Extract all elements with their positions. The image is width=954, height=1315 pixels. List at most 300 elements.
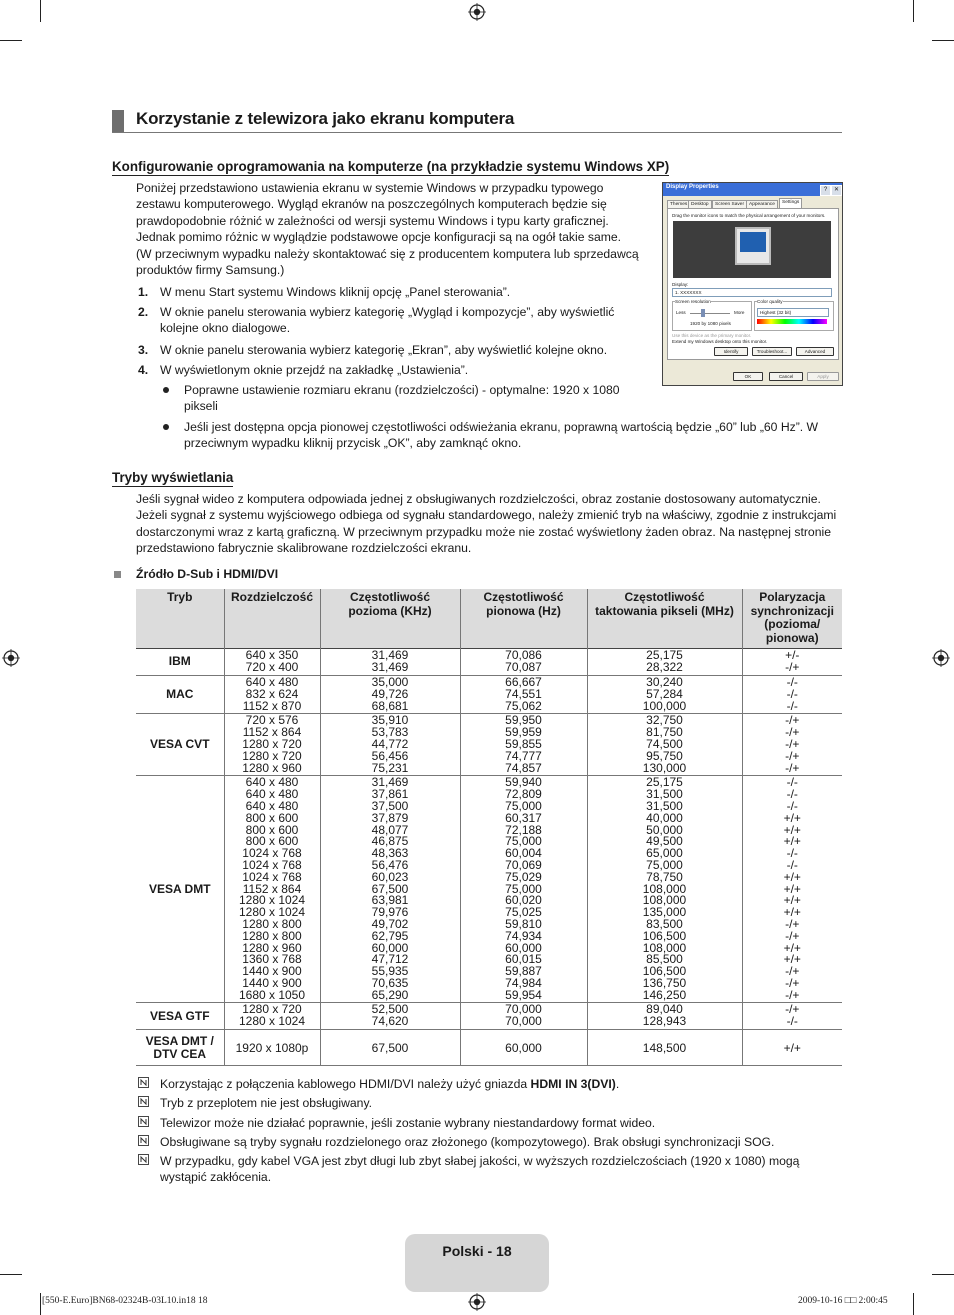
crop-mark xyxy=(0,40,22,41)
cell-text: 1440 x 900 xyxy=(242,975,302,990)
value-cell xyxy=(320,1030,460,1066)
intro-line: zestawu komputerowego. Wygląd ekranów na poszczególnych komputerach będzie się xyxy=(136,197,607,212)
cell-text: VESA DMT xyxy=(148,881,211,896)
intro-line: Poniżej przedstawiono ustawienia ekranu w systemie Windows w przypadku typowego xyxy=(136,181,604,195)
cell-text: 74,777 xyxy=(505,748,542,763)
cell-text: 59,940 xyxy=(505,775,542,790)
step-text: W oknie panelu sterowania wybierz kategorię „Ekran”, aby wyświetlić kolejne okno. xyxy=(160,343,608,357)
cell-text: 79,976 xyxy=(371,905,409,920)
cell-text: 75,029 xyxy=(505,869,542,884)
window-titlebar xyxy=(663,183,842,196)
cell-text: -/+ xyxy=(785,928,800,943)
cell-text: 800 x 600 xyxy=(245,834,299,849)
resolution-group xyxy=(672,301,752,331)
cell-text: 148,500 xyxy=(642,1040,687,1055)
cell-text: VESA DMT / xyxy=(145,1034,214,1049)
monitor-hint: Drag the monitor icons to match the physical arrangement of your monitors. xyxy=(672,213,826,218)
note-text: Telewizor może nie działać poprawnie, jeśli zostanie wybrany niestandardowy format wideo. xyxy=(160,1116,656,1130)
value-cell xyxy=(587,1030,742,1066)
source-label: Źródło D-Sub i HDMI/DVI xyxy=(136,567,279,581)
cell-text: IBM xyxy=(168,654,191,669)
cell-text: 1280 x 720 xyxy=(242,1002,302,1017)
tab-screen-saver: Screen Saver xyxy=(712,200,747,209)
cell-text: VESA GTF xyxy=(149,1008,210,1023)
cell-text: 49,702 xyxy=(371,916,409,931)
cell-text: 52,500 xyxy=(371,1002,409,1017)
cell-text: 70,069 xyxy=(505,857,542,872)
value-cell xyxy=(320,714,460,776)
cell-text: 1280 x 960 xyxy=(242,760,302,775)
color-select: Highest (32 bit) xyxy=(757,308,829,317)
header-text: Polaryzacja xyxy=(759,590,826,604)
cell-text: -/+ xyxy=(785,987,800,1002)
intro-line: (W przeciwnym wypadku należy skontaktować się z producentem komputera lub sprzedawcą xyxy=(136,246,639,261)
cell-text: -/+ xyxy=(785,975,800,990)
value-cell xyxy=(224,1030,320,1066)
monitor-preview xyxy=(673,221,831,278)
cell-text: 1360 x 768 xyxy=(242,952,302,967)
cell-text: 70,000 xyxy=(505,1002,542,1017)
cell-text: +/+ xyxy=(783,893,801,908)
value-cell xyxy=(460,1030,587,1066)
value-cell xyxy=(742,1003,842,1030)
bullet-text: pikseli xyxy=(184,399,218,414)
cell-text: 95,750 xyxy=(646,748,683,763)
cell-text: 49,500 xyxy=(646,834,683,849)
cell-text: 1152 x 864 xyxy=(242,881,302,896)
mode-cell xyxy=(136,776,224,1003)
value-cell xyxy=(742,776,842,1003)
slider-more: More xyxy=(734,310,745,315)
cell-text: 28,322 xyxy=(646,660,683,675)
cell-text: 40,000 xyxy=(646,810,683,825)
cell-text: 57,284 xyxy=(646,686,683,701)
cell-text: 59,887 xyxy=(505,964,542,979)
registration-mark-icon xyxy=(2,649,20,667)
cell-text: +/+ xyxy=(783,834,801,849)
window-title: Display Properties xyxy=(666,184,719,190)
cell-text: 75,000 xyxy=(505,798,542,813)
cell-text: 800 x 600 xyxy=(245,810,299,825)
cell-text: +/- xyxy=(785,648,800,663)
cell-text: 1152 x 870 xyxy=(242,698,302,713)
table-row xyxy=(136,649,842,676)
cell-text: 1024 x 768 xyxy=(242,857,302,872)
cell-text: 48,363 xyxy=(371,846,409,861)
cell-text: 65,290 xyxy=(371,987,409,1002)
cell-text: 59,855 xyxy=(505,736,542,751)
cell-text: 832 x 624 xyxy=(245,686,299,701)
section-heading xyxy=(112,108,842,133)
cell-text: -/+ xyxy=(785,1002,800,1017)
value-cell xyxy=(320,675,460,713)
cell-text: -/+ xyxy=(785,748,800,763)
value-cell xyxy=(320,1003,460,1030)
mode-cell xyxy=(136,675,224,713)
primary-monitor-checkbox: Use this device as the primary monitor. xyxy=(672,333,752,338)
cell-text: 60,015 xyxy=(505,952,542,967)
cell-text: 55,935 xyxy=(371,964,409,979)
cell-text: 63,981 xyxy=(371,893,409,908)
cell-text: 146,250 xyxy=(642,987,687,1002)
value-cell xyxy=(460,776,587,1003)
cell-text: 1440 x 900 xyxy=(242,964,302,979)
cell-text: 70,000 xyxy=(505,1014,542,1029)
cell-text: 60,004 xyxy=(505,846,542,861)
cell-text: 74,620 xyxy=(371,1014,409,1029)
note-icon xyxy=(138,1096,149,1107)
troubleshoot-button: Troubleshoot... xyxy=(752,347,792,356)
step-text: W menu Start systemu Windows kliknij opcję „Panel sterowania”. xyxy=(160,285,511,299)
step-number: 1. xyxy=(138,285,149,299)
tab-settings: Settings xyxy=(779,198,802,209)
resolution-slider xyxy=(690,313,730,314)
header-pixel-clock xyxy=(587,589,742,649)
table-row xyxy=(136,675,842,713)
display-properties-screenshot xyxy=(662,182,843,386)
mode-cell xyxy=(136,1030,224,1066)
value-cell xyxy=(587,675,742,713)
note-jack-name: HDMI IN 3(DVI) xyxy=(530,1077,616,1091)
cell-text: 65,000 xyxy=(646,846,683,861)
slider-less: Less xyxy=(676,310,686,315)
header-resolution xyxy=(224,589,320,649)
header-text: Częstotliwość xyxy=(624,590,705,604)
cell-text: 30,240 xyxy=(646,674,683,689)
modes-line: Jeżeli sygnał z systemu wyjściowego odbiega od sygnału standardowego, należy zmienić tryb na właściwy, zgodnie z instrukcjami xyxy=(136,508,837,523)
cell-text: 59,950 xyxy=(505,713,542,728)
cell-text: 640 x 480 xyxy=(245,775,299,790)
table-row xyxy=(136,714,842,776)
cell-text: +/+ xyxy=(783,940,801,955)
bullet-text: Jeśli jest dostępna opcja pionowej częstotliwości odświeżania ekranu, poprawną wartością będzie „60” lub „60 Hz”. W xyxy=(184,420,819,434)
cell-text: 46,875 xyxy=(371,834,409,849)
cell-text: 100,000 xyxy=(642,698,687,713)
page-number: Polski - 18 xyxy=(442,1243,512,1259)
print-info-left: [550-E.Euro]BN68-02324B-03L10.in18 18 xyxy=(42,1296,208,1306)
cell-text: 31,500 xyxy=(646,798,683,813)
cell-text: 1280 x 1024 xyxy=(238,893,306,908)
value-cell xyxy=(742,714,842,776)
cell-text: 60,023 xyxy=(371,869,409,884)
cell-text: 67,500 xyxy=(371,881,409,896)
cell-text: 60,000 xyxy=(505,1040,542,1055)
crop-mark xyxy=(40,0,41,22)
header-text: synchronizacji xyxy=(750,603,834,618)
header-text: Tryb xyxy=(167,590,193,604)
tab-appearance: Appearance xyxy=(746,200,778,209)
cell-text: 75,000 xyxy=(646,857,683,872)
cell-text: 35,000 xyxy=(371,674,409,689)
cell-text: 37,879 xyxy=(371,810,409,825)
cell-text: 75,025 xyxy=(505,905,542,920)
registration-mark-icon xyxy=(468,1293,486,1311)
crop-mark xyxy=(0,1274,22,1275)
cell-text: 74,500 xyxy=(646,736,683,751)
config-intro xyxy=(136,180,639,278)
cell-text: 60,020 xyxy=(505,893,542,908)
value-cell xyxy=(587,776,742,1003)
cell-text: 31,500 xyxy=(646,787,683,802)
header-text: Rozdzielczość xyxy=(230,590,314,604)
cell-text: 66,667 xyxy=(505,674,542,689)
note-text: W przypadku, gdy kabel VGA jest zbyt długi lub zbyt słabej jakości, w wyższych rozdzielczościach (1920 x 1080) mogą xyxy=(160,1154,800,1168)
heading-bar xyxy=(112,110,124,132)
cell-text: +/+ xyxy=(783,1040,801,1055)
cell-text: 60,000 xyxy=(371,940,409,955)
display-modes-table xyxy=(136,589,842,1066)
value-cell xyxy=(224,776,320,1003)
header-text: pionowa (Hz) xyxy=(486,603,561,618)
cell-text: 50,000 xyxy=(646,822,683,837)
config-title: Konfigurowanie oprogramowania na komputerze (na przykładzie systemu Windows XP) xyxy=(112,159,670,174)
slider-thumb xyxy=(701,309,705,317)
cell-text: 31,469 xyxy=(371,775,409,790)
modes-line: dostarczonymi wraz z kartą graficzną. W przeciwnym przypadku może nie zostać wyświetlony żaden obraz. Na następnej stronie xyxy=(136,524,831,539)
step-text: W wyświetlonym oknie przejdź na zakładkę „Ustawienia”. xyxy=(160,363,469,377)
cell-text: 1024 x 768 xyxy=(242,869,302,884)
value-cell xyxy=(460,714,587,776)
cell-text: 108,000 xyxy=(642,881,687,896)
cell-text: 81,750 xyxy=(646,725,683,740)
cell-text: 75,231 xyxy=(371,760,409,775)
cell-text: -/- xyxy=(786,787,798,802)
step-number: 2. xyxy=(138,305,149,319)
header-text: pionowa) xyxy=(765,630,819,645)
header-text: Częstotliwość xyxy=(349,590,430,604)
resolution-value: 1920 by 1080 pixels xyxy=(690,321,731,326)
close-icon: ✕ xyxy=(831,185,842,196)
cell-text: 59,954 xyxy=(505,987,542,1002)
cell-text: 1024 x 768 xyxy=(242,846,302,861)
header-text: (pozioma/ xyxy=(764,617,821,632)
advanced-button: Advanced xyxy=(796,347,834,356)
cell-text: 37,500 xyxy=(371,798,409,813)
registration-mark-icon xyxy=(932,649,950,667)
cell-text: 75,000 xyxy=(505,834,542,849)
cell-text: 31,469 xyxy=(371,660,409,675)
cell-text: 56,476 xyxy=(371,857,409,872)
ok-button: OK xyxy=(733,372,763,381)
cell-text: 74,934 xyxy=(505,928,542,943)
value-cell xyxy=(742,675,842,713)
cell-text: 1280 x 960 xyxy=(242,940,302,955)
cell-text: -/- xyxy=(786,674,798,689)
cell-text: 35,910 xyxy=(371,713,409,728)
identify-button: Identify xyxy=(714,347,748,356)
cell-text: 106,500 xyxy=(642,928,687,943)
cell-text: 136,750 xyxy=(642,975,687,990)
cell-text: -/+ xyxy=(785,660,800,675)
display-label: Display: xyxy=(672,282,689,287)
cell-text: 74,984 xyxy=(505,975,542,990)
cell-text: +/+ xyxy=(783,810,801,825)
value-cell xyxy=(587,649,742,676)
cell-text: MAC xyxy=(166,686,194,701)
cell-text: 1280 x 720 xyxy=(242,736,302,751)
cell-text: 89,040 xyxy=(646,1002,683,1017)
intro-line: Jednak pomimo różnic w wyglądzie podstawowe opcje konfiguracji są na ogół takie same. xyxy=(136,230,622,245)
cell-text: 83,500 xyxy=(646,916,683,931)
cell-text: 135,000 xyxy=(642,905,687,920)
value-cell xyxy=(224,714,320,776)
cell-text: 130,000 xyxy=(642,760,687,775)
settings-panel xyxy=(667,208,839,360)
cell-text: 640 x 480 xyxy=(245,787,299,802)
cell-text: 75,000 xyxy=(505,881,542,896)
step-text: kolejne okno dialogowe. xyxy=(160,321,291,336)
table-row xyxy=(136,776,842,1003)
modes-line: przedstawiono fabrycznie skalibrowane rozdzielczości ekranu. xyxy=(136,541,472,556)
cell-text: 25,175 xyxy=(646,775,683,790)
cell-text: 49,726 xyxy=(371,686,409,701)
cell-text: 48,077 xyxy=(371,822,409,837)
cell-text: 1280 x 1024 xyxy=(238,1014,306,1029)
bullet-text: przeciwnym wypadku kliknij przycisk „OK”, aby zamknąć okno. xyxy=(184,436,522,451)
cell-text: 108,000 xyxy=(642,893,687,908)
table-header-row xyxy=(136,589,842,649)
crop-mark xyxy=(932,1274,954,1275)
cancel-button: Cancel xyxy=(769,372,803,381)
tab-desktop: Desktop xyxy=(688,200,712,209)
cell-text: 60,317 xyxy=(505,810,542,825)
mode-cell xyxy=(136,1003,224,1030)
cell-text: 640 x 480 xyxy=(245,798,299,813)
cell-text: -/+ xyxy=(785,713,800,728)
value-cell xyxy=(460,1003,587,1030)
cell-text: +/+ xyxy=(783,869,801,884)
value-cell xyxy=(224,675,320,713)
mode-cell xyxy=(136,714,224,776)
cell-text: 1920 x 1080p xyxy=(235,1040,309,1055)
crop-mark xyxy=(913,0,914,22)
cell-text: -/+ xyxy=(785,725,800,740)
apply-button: Apply xyxy=(807,372,839,381)
header-sync-polarity xyxy=(742,589,842,649)
cell-text: 72,188 xyxy=(505,822,542,837)
cell-text: +/+ xyxy=(783,952,801,967)
cell-text: 640 x 350 xyxy=(245,648,299,663)
cell-text: 108,000 xyxy=(642,940,687,955)
note-icon xyxy=(138,1135,149,1146)
cell-text: 70,635 xyxy=(371,975,409,990)
note-icon xyxy=(138,1077,149,1088)
header-text: Częstotliwość xyxy=(483,590,564,604)
modes-line: Jeśli sygnał wideo z komputera odpowiada jednej z obsługiwanych rozdzielczości, obraz zostanie dostosowany automatycznie. xyxy=(136,492,821,506)
cell-text: -/- xyxy=(786,798,798,813)
cell-text: -/- xyxy=(786,686,798,701)
cell-text: 25,175 xyxy=(646,648,683,663)
cell-text: -/+ xyxy=(785,964,800,979)
cell-text: 106,500 xyxy=(642,964,687,979)
value-cell xyxy=(742,1030,842,1066)
square-bullet-icon xyxy=(114,571,121,578)
cell-text: +/+ xyxy=(783,905,801,920)
cell-text: 74,857 xyxy=(505,760,542,775)
extend-desktop-checkbox: Extend my Windows desktop onto this monitor. xyxy=(672,339,768,344)
cell-text: -/+ xyxy=(785,916,800,931)
value-cell xyxy=(587,714,742,776)
value-cell xyxy=(320,649,460,676)
cell-text: 72,809 xyxy=(505,787,542,802)
note-text: Tryb z przeplotem nie jest obsługiwany. xyxy=(160,1096,373,1110)
cell-text: 1680 x 1050 xyxy=(238,987,306,1002)
print-info-right: 2009-10-16 □□ 2:00:45 xyxy=(798,1296,888,1306)
cell-text: 62,795 xyxy=(371,928,409,943)
cell-text: 59,959 xyxy=(505,725,542,740)
color-bar xyxy=(757,319,827,324)
note-icon xyxy=(138,1116,149,1127)
header-mode xyxy=(136,589,224,649)
cell-text: -/- xyxy=(786,846,798,861)
cell-text: 720 x 400 xyxy=(245,660,299,675)
cell-text: 60,000 xyxy=(505,940,542,955)
crop-mark xyxy=(40,1293,41,1315)
cell-text: 1152 x 864 xyxy=(242,725,302,740)
value-cell xyxy=(742,649,842,676)
table-row xyxy=(136,1030,842,1066)
note-text: Obsługiwane są tryby sygnału rozdzielonego oraz złożonego (kompozytowego). Brak obsługi synchronizacji SOG. xyxy=(160,1135,775,1149)
modes-title: Tryby wyświetlania xyxy=(112,470,234,485)
cell-text: 70,087 xyxy=(505,660,542,675)
bullet-text: Poprawne ustawienie rozmiaru ekranu (rozdzielczości) - optymalne: 1920 x 1080 xyxy=(184,383,620,397)
color-label: Color quality xyxy=(757,299,783,304)
cell-text: 74,551 xyxy=(505,686,542,701)
value-cell xyxy=(460,675,587,713)
note-text: wystąpić zakłócenia. xyxy=(160,1170,272,1185)
cell-text: 640 x 480 xyxy=(245,674,299,689)
cell-text: 59,810 xyxy=(505,916,542,931)
cell-text: 800 x 600 xyxy=(245,822,299,837)
mode-cell xyxy=(136,649,224,676)
modes-description xyxy=(136,491,836,557)
value-cell xyxy=(320,776,460,1003)
section-heading-text: Korzystanie z telewizora jako ekranu komputera xyxy=(136,109,515,128)
display-select: 1. XXXXXXX xyxy=(672,288,832,297)
bullet-dot-icon xyxy=(163,424,169,430)
cell-text: -/- xyxy=(786,698,798,713)
header-vertical-frequency xyxy=(460,589,587,649)
cell-text: 75,062 xyxy=(505,698,542,713)
crop-mark xyxy=(913,1293,914,1315)
table-row xyxy=(136,1003,842,1030)
cell-text: 32,750 xyxy=(646,713,683,728)
page-number-badge xyxy=(405,1234,549,1292)
note-icon xyxy=(138,1154,149,1165)
cell-text: 44,772 xyxy=(371,736,409,751)
cell-text: -/- xyxy=(786,1014,798,1029)
step-number: 3. xyxy=(138,343,149,357)
cell-text: 37,861 xyxy=(371,787,409,802)
header-horizontal-frequency xyxy=(320,589,460,649)
help-icon: ? xyxy=(820,185,831,196)
resolution-label: Screen resolution xyxy=(675,299,711,304)
header-text: taktowania pikseli (MHz) xyxy=(595,603,734,618)
cell-text: -/+ xyxy=(785,760,800,775)
cell-text: 70,086 xyxy=(505,648,542,663)
cell-text: 67,500 xyxy=(371,1040,409,1055)
tab-themes: Themes xyxy=(667,200,690,209)
cell-text: 1280 x 1024 xyxy=(238,905,306,920)
intro-line: produktów firmy Samsung.) xyxy=(136,263,285,278)
step-number: 4. xyxy=(138,363,149,377)
cell-text: -/+ xyxy=(785,736,800,751)
cell-text: 56,456 xyxy=(371,748,409,763)
cell-text: VESA CVT xyxy=(149,737,210,752)
step-text: W oknie panelu sterowania wybierz kategorię „Wygląd i kompozycje”, aby wyświetlić xyxy=(160,305,615,319)
cell-text: +/+ xyxy=(783,881,801,896)
cell-text: -/- xyxy=(786,857,798,872)
